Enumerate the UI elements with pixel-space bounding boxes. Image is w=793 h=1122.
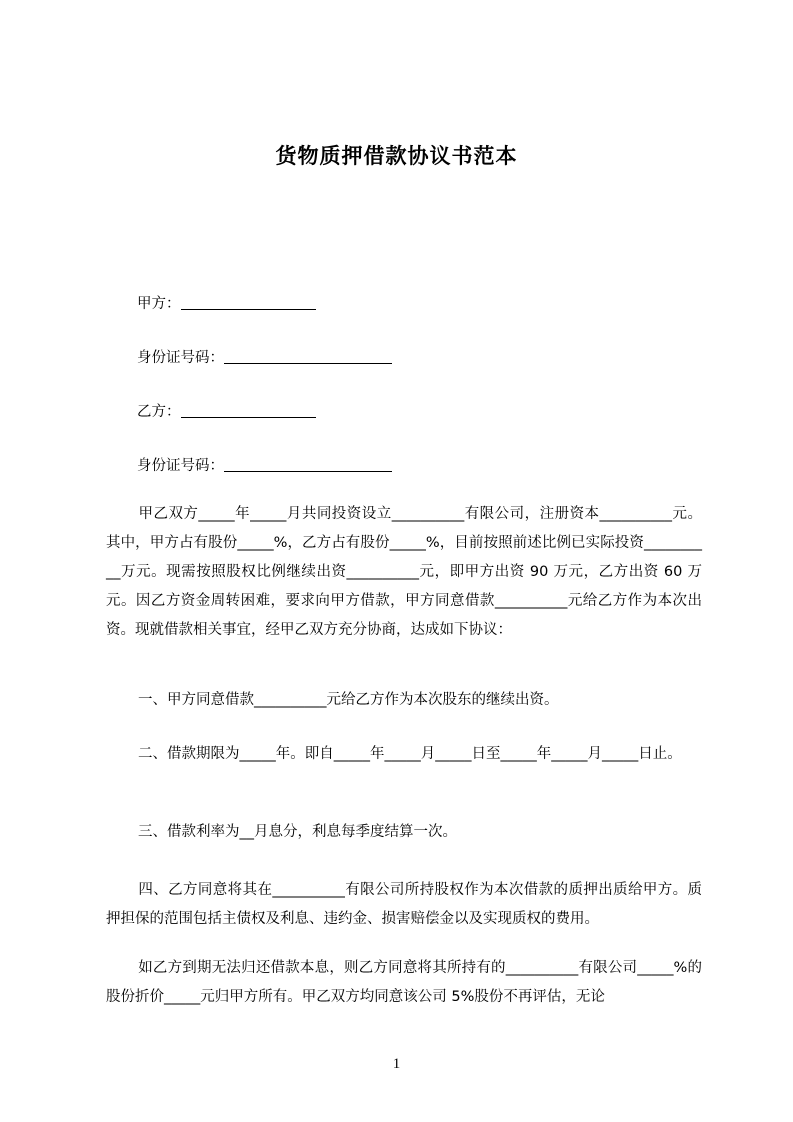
party-a-id-field bbox=[137, 346, 392, 367]
party-b-label: 乙方： bbox=[137, 404, 181, 420]
party-b-id-field bbox=[137, 454, 392, 475]
clause-2-text: 二、借款期限为_____年。即自_____年_____月_____日至_____年_____月_____日止。 bbox=[138, 746, 682, 762]
party-b-id-label: 身份证号码： bbox=[137, 458, 224, 474]
page-number: 1 bbox=[392, 1056, 401, 1072]
clause-3 bbox=[106, 818, 702, 847]
clause-1-text: 一、甲方同意借款__________元给乙方作为本次股东的继续出资。 bbox=[138, 692, 559, 708]
intro-text: 甲乙双方_____年_____月共同投资设立__________有限公司，注册资本__________元。其中，甲方占有股份_____%，乙方占有股份_____%，目前按照前述比例已实际投资__________万元。现需按照股权比例继续出资__________元，即甲方出资 90 万元，乙方出资 60 万元。因乙方资金周转困难，要求向甲方借款，甲方同意借款__________元给乙方作为本次出资。现就借款相关事宜，经甲乙双方充分协商，达成如下协议： bbox=[106, 506, 702, 638]
clause-3-text: 三、借款利率为__月息分，利息每季度结算一次。 bbox=[138, 824, 457, 840]
party-a-id-blank bbox=[224, 349, 392, 364]
party-a-id-label: 身份证号码： bbox=[137, 350, 224, 366]
party-a-blank bbox=[181, 295, 316, 310]
party-b-field bbox=[137, 400, 316, 421]
clause-4-continuation bbox=[106, 954, 702, 1012]
clause-4-continuation-text: 如乙方到期无法归还借款本息，则乙方同意将其所持有的__________有限公司_____%的股份折价_____元归甲方所有。甲乙双方均同意该公司 5%股份不再评估，无论 bbox=[106, 960, 702, 1005]
intro-paragraph bbox=[106, 500, 702, 645]
party-a-label: 甲方： bbox=[137, 296, 181, 312]
clause-2 bbox=[106, 740, 702, 769]
clause-1 bbox=[106, 686, 702, 715]
party-a-field bbox=[137, 292, 316, 313]
clause-4-text: 四、乙方同意将其在__________有限公司所持股权作为本次借款的质押出质给甲方。质押担保的范围包括主债权及利息、违约金、损害赔偿金以及实现质权的费用。 bbox=[106, 882, 702, 927]
clause-4 bbox=[106, 876, 702, 934]
document-title: 货物质押借款协议书范本 bbox=[275, 144, 518, 168]
party-b-blank bbox=[181, 403, 316, 418]
party-b-id-blank bbox=[224, 457, 392, 472]
